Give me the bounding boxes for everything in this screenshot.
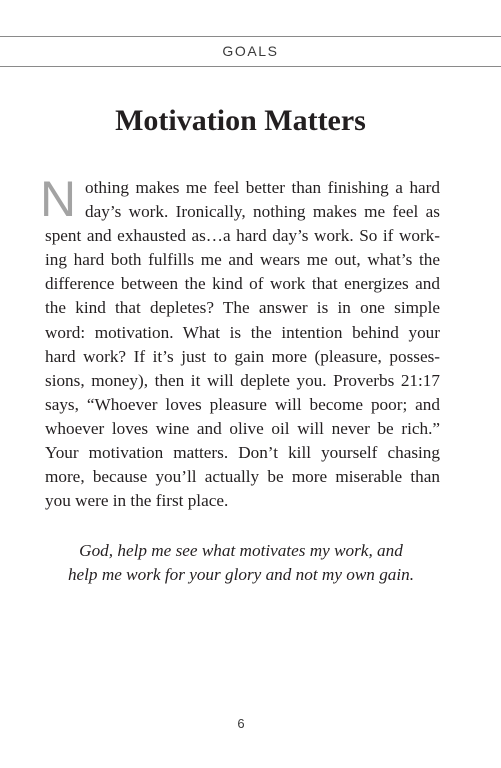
body-line: says, “Whoever loves pleasure will become poor; and xyxy=(45,394,440,414)
prayer-line: help me work for your glory and not my own gain. xyxy=(67,565,415,584)
body-line: whoever loves wine and olive oil will never be rich.” xyxy=(45,418,440,438)
header-rule-top xyxy=(0,36,501,37)
body-line: day’s work. Ironically, nothing makes me feel as xyxy=(85,202,440,222)
body-line: othing makes me feel better than finishing a hard xyxy=(85,178,440,197)
body-line: you were in the first place. xyxy=(45,491,229,511)
section-label: GOALS xyxy=(222,43,279,59)
body-line: the kind that depletes? The answer is in one simple xyxy=(45,298,440,318)
page-number: 6 xyxy=(237,716,245,731)
body-line: hard work? If it’s just to gain more (pleasure, posses- xyxy=(45,346,440,366)
page-title: Motivation Matters xyxy=(115,104,366,137)
prayer-line: God, help me see what motivates my work, and xyxy=(79,541,403,560)
body-line: more, because you’ll actually be more miserable than xyxy=(45,467,440,487)
body-line: ing hard both fulfills me and wears me out, what’s the xyxy=(45,250,440,270)
drop-cap: N xyxy=(40,171,77,227)
body-line: difference between the kind of work that energizes and xyxy=(45,274,440,294)
header-rule-bottom xyxy=(0,66,501,67)
body-line: sions, money), then it will deplete you. Proverbs 21:17 xyxy=(45,370,440,390)
body-line: spent and exhausted as…a hard day’s work. So if work- xyxy=(45,226,440,246)
prayer xyxy=(0,539,482,587)
body-line: word: motivation. What is the intention behind your xyxy=(45,322,440,342)
body-paragraph xyxy=(45,176,440,513)
body-line: Your motivation matters. Don’t kill yourself chasing xyxy=(45,443,440,463)
